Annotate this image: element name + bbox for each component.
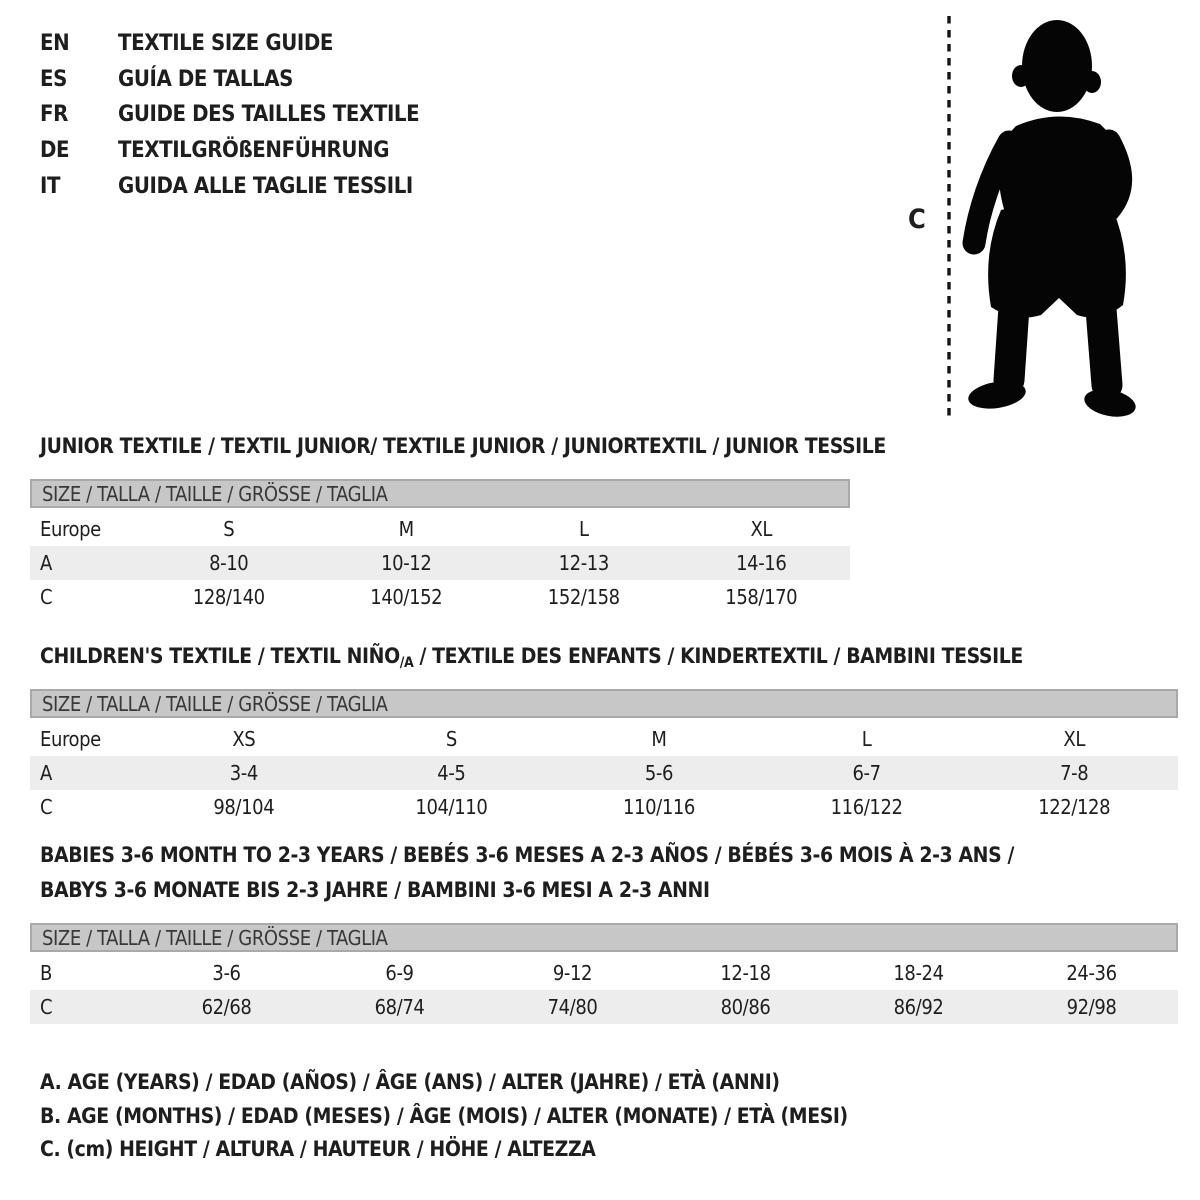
row-label: Europe bbox=[40, 727, 101, 751]
size-cell: 10-12 bbox=[381, 551, 432, 575]
size-cell: 98/104 bbox=[213, 795, 275, 819]
language-title: TEXTILE SIZE GUIDE bbox=[118, 31, 333, 57]
size-cell: 18-24 bbox=[893, 961, 944, 985]
size-cell: M bbox=[651, 727, 667, 751]
table-row bbox=[30, 756, 1178, 790]
language-title-block bbox=[40, 26, 419, 204]
language-row bbox=[40, 168, 419, 204]
babies-table-rows bbox=[30, 956, 1178, 1024]
size-cell: 4-5 bbox=[437, 761, 466, 785]
size-cell: 74/80 bbox=[547, 995, 598, 1019]
row-label: C bbox=[40, 995, 53, 1019]
height-measure-label: C bbox=[908, 204, 926, 235]
size-header: SIZE / TALLA / TAILLE / GRÖSSE / TAGLIA bbox=[30, 923, 1178, 952]
size-cell: 92/98 bbox=[1066, 995, 1117, 1019]
size-cell: 116/122 bbox=[830, 795, 903, 819]
size-cell: 62/68 bbox=[201, 995, 252, 1019]
size-header: SIZE / TALLA / TAILLE / GRÖSSE / TAGLIA bbox=[30, 689, 1178, 718]
height-dashed-line-icon bbox=[945, 16, 953, 418]
size-cell: S bbox=[445, 727, 457, 751]
table-row bbox=[30, 512, 850, 546]
row-label: Europe bbox=[40, 517, 101, 541]
size-cell: 24-36 bbox=[1066, 961, 1117, 985]
children-title-suffix: / TEXTILE DES ENFANTS / KINDERTEXTIL / BAMBINI TESSILE bbox=[413, 644, 1023, 668]
row-label: A bbox=[40, 551, 52, 575]
legend-item-b: B. AGE (MONTHS) / EDAD (MESES) / ÂGE (MOIS) / ALTER (MONATE) / ETÀ (MESI) bbox=[40, 1103, 848, 1128]
language-code: IT bbox=[40, 173, 61, 199]
language-row bbox=[40, 62, 419, 98]
legend-item-a: A. AGE (YEARS) / EDAD (AÑOS) / ÂGE (ANS) / ALTER (JAHRE) / ETÀ (ANNI) bbox=[40, 1070, 780, 1094]
size-cell: 12-13 bbox=[558, 551, 609, 575]
language-row bbox=[40, 97, 419, 133]
size-cell: 68/74 bbox=[374, 995, 425, 1019]
table-row bbox=[30, 546, 850, 580]
size-cell: 8-10 bbox=[209, 551, 249, 575]
legend-item-c: C. (cm) HEIGHT / ALTURA / HAUTEUR / HÖHE / ALTEZZA bbox=[40, 1137, 596, 1161]
size-cell: 152/158 bbox=[547, 585, 620, 609]
junior-size-table bbox=[30, 479, 850, 614]
children-title-prefix: CHILDREN'S TEXTILE / TEXTIL NIÑO bbox=[40, 644, 400, 668]
row-label: B bbox=[40, 961, 52, 985]
size-cell: 110/116 bbox=[623, 795, 695, 819]
children-section-title bbox=[40, 644, 1023, 675]
language-code: ES bbox=[40, 66, 67, 92]
language-row bbox=[40, 133, 419, 169]
table-row bbox=[30, 580, 850, 614]
size-cell: 158/170 bbox=[725, 585, 798, 609]
size-cell: 140/152 bbox=[370, 585, 443, 609]
children-size-table bbox=[30, 689, 1178, 824]
size-cell: 122/128 bbox=[1038, 795, 1111, 819]
babies-section-title bbox=[40, 838, 1014, 908]
size-cell: 14-16 bbox=[736, 551, 787, 575]
size-cell: 128/140 bbox=[192, 585, 265, 609]
language-title: GUÍA DE TALLAS bbox=[118, 66, 294, 92]
size-cell: 86/92 bbox=[893, 995, 944, 1019]
size-cell: 12-18 bbox=[720, 961, 771, 985]
language-row bbox=[40, 26, 419, 62]
size-cell: M bbox=[398, 517, 414, 541]
children-title-subscript: /A bbox=[399, 655, 414, 671]
toddler-silhouette-icon bbox=[960, 14, 1142, 420]
size-cell: 5-6 bbox=[644, 761, 674, 785]
babies-title-line2: BABYS 3-6 MONATE BIS 2-3 JAHRE / BAMBINI 3-6 MESI A 2-3 ANNI bbox=[40, 878, 710, 902]
size-cell: S bbox=[223, 517, 235, 541]
row-label: A bbox=[40, 761, 52, 785]
size-cell: L bbox=[861, 727, 872, 751]
junior-table-rows bbox=[30, 512, 850, 614]
babies-size-table bbox=[30, 923, 1178, 1024]
table-row bbox=[30, 722, 1178, 756]
size-cell: 6-9 bbox=[385, 961, 414, 985]
size-cell: 80/86 bbox=[720, 995, 771, 1019]
size-cell: L bbox=[578, 517, 589, 541]
language-code: EN bbox=[40, 31, 70, 57]
row-label: C bbox=[40, 795, 53, 819]
language-title: GUIDE DES TAILLES TEXTILE bbox=[118, 102, 420, 128]
language-title: TEXTILGRÖßENFÜHRUNG bbox=[118, 138, 390, 164]
children-table-rows bbox=[30, 722, 1178, 824]
table-row bbox=[30, 790, 1178, 824]
size-cell: 7-8 bbox=[1060, 761, 1089, 785]
row-label: C bbox=[40, 585, 53, 609]
language-code: FR bbox=[40, 102, 68, 128]
size-cell: XL bbox=[1063, 727, 1085, 751]
size-cell: 9-12 bbox=[552, 961, 593, 985]
table-row bbox=[30, 990, 1178, 1024]
size-cell: 104/110 bbox=[415, 795, 488, 819]
size-cell: XL bbox=[750, 517, 773, 541]
language-code: DE bbox=[40, 138, 70, 164]
size-cell: 3-6 bbox=[212, 961, 241, 985]
language-title: GUIDA ALLE TAGLIE TESSILI bbox=[118, 173, 413, 199]
size-cell: 3-4 bbox=[229, 761, 258, 785]
size-cell: XS bbox=[232, 727, 256, 751]
junior-section-title: JUNIOR TEXTILE / TEXTIL JUNIOR/ TEXTILE JUNIOR / JUNIORTEXTIL / JUNIOR TESSILE bbox=[40, 434, 886, 458]
size-cell: 6-7 bbox=[852, 761, 881, 785]
babies-title-line1: BABIES 3-6 MONTH TO 2-3 YEARS / BEBÉS 3-6 MESES A 2-3 AÑOS / BÉBÉS 3-6 MOIS À 2-3 ANS / bbox=[40, 843, 1014, 867]
table-row bbox=[30, 956, 1178, 990]
size-header: SIZE / TALLA / TAILLE / GRÖSSE / TAGLIA bbox=[30, 479, 850, 508]
legend bbox=[40, 1066, 848, 1167]
